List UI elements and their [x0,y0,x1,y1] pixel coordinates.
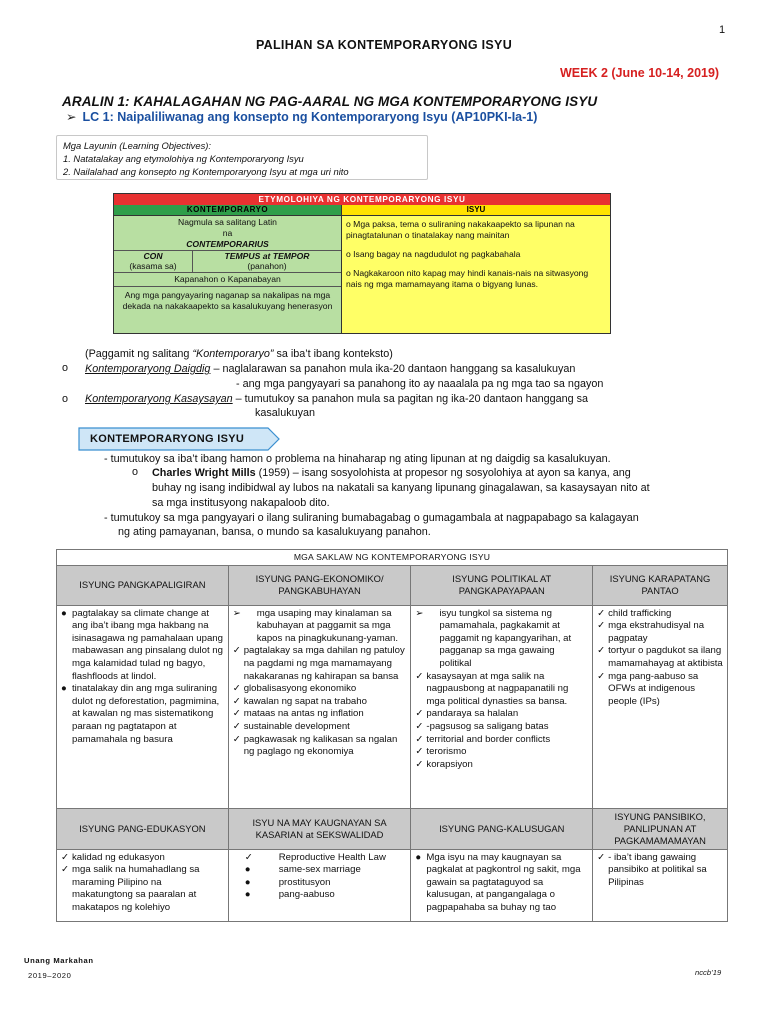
tempus-cell [192,251,341,272]
list-item-text: pagtalakay sa mga dahilan ng patuloy na pagdami ng mga mamamayang nakakaranas ng kahirapan sa bansa [243,645,405,682]
list-item-text: terorismo [426,746,467,758]
kontemporaryong-daigdig [85,362,575,376]
bullet-icon: ● [244,864,251,876]
list-item [415,852,588,915]
tempus-word: TEMPUS at TEMPOR [224,251,310,261]
check-icon: ✓ [597,620,606,632]
week-label: WEEK 2 (June 10-14, 2019) [560,66,720,80]
pang-ekonomiko-cell [228,605,411,808]
learning-competency [66,109,537,124]
objective-item: 1. Natatalakay ang etymolohiya ng Kontemporaryong Isyu [63,153,304,164]
daigdig-text: – naglalarawan sa panahon mula ika-20 dantaon hanggang sa kasalukuyan [210,363,576,375]
etymology-left-header: KONTEMPORARYO [114,205,341,215]
list-item [597,852,723,890]
isyu-definition: o Nagkakaroon nito kapag may hindi kanais-nais na sitwasyong nais ng mga mamamayang itama o bigyang lunas. [346,268,589,289]
learning-competency-text: LC 1: Naipaliliwanag ang konsepto ng Kontemporaryong Isyu (AP10PKI-Ia-1) [82,110,538,124]
list-item [415,746,588,759]
check-icon: ✓ [61,864,70,876]
list-item [245,852,407,865]
check-icon: ✓ [415,670,424,682]
list-item [233,734,407,759]
check-icon: ✓ [232,695,241,707]
check-icon: ✓ [597,670,606,682]
bullet-icon: o [132,466,139,478]
check-icon: ✓ [415,720,424,732]
list-item [597,645,723,670]
isyu-definition: o Mga paksa, tema o suliraning nakakaapekto sa lipunan na pinagtatalunan o tinatalakay nang mainitan [346,219,575,240]
scope-table [56,549,728,922]
check-icon: ✓ [232,645,241,657]
etymology-table [113,193,611,334]
check-icon: ✓ [597,851,606,863]
header-politikal: ISYUNG POLITIKAL AT PANGKAPAYAPAAN [411,565,593,605]
list-item-text: kasaysayan at mga salik na nagpausbong at nagpapanatili ng mga political dynasties sa bansa. [426,670,569,707]
list-item [597,620,723,645]
daigdig-text-2: - ang mga pangyayari sa panahong ito ay naaalala pa ng mga tao sa ngayon [236,378,604,390]
isyu-definition: o Isang bagay na nagdudulot ng pagkabahala [346,249,521,259]
header-pang-edukasyon: ISYUNG PANG-EDUKASYON [57,808,229,849]
header-karapatang-pantao: ISYUNG KARAPATANG PANTAO [593,565,728,605]
list-item-text: pandaraya sa halalan [426,708,519,720]
list-item [245,864,407,877]
list-item [597,671,723,709]
kontemporaryong-kasaysayan [85,392,588,406]
list-item [61,683,224,746]
list-item-text: Reproductive Health Law [278,851,386,863]
con-word: CON [143,251,163,261]
bullet-icon: ● [244,889,251,901]
bullet-icon: ● [244,876,251,888]
list-item-text: mataas na antas ng inflation [243,708,364,720]
header-kasarian: ISYU NA MAY KAUGNAYAN SA KASARIAN at SEKSWALIDAD [228,808,411,849]
etymology-right-header: ISYU [341,205,610,215]
mills-text-2: buhay ng isang indibidwal ay lubos na nakatali sa kanyang lipunang ginagalawan, sa kasaysayan nito at [152,482,650,494]
kasaysayan-text: – tumutukoy sa panahon mula sa pagitan ng ika-20 dantaon hanggang sa [232,393,589,405]
list-item-text: pagtalakay sa climate change at ang iba’t ibang mga hakbang na isinasagawa ng pamahalaan upang mabawasan ang pinsalang dulot ng mga kalamidad tulad ng bagyo, flashfloods at lindol. [72,607,223,682]
list-item-text: territorial and border conflicts [426,733,551,745]
check-icon: ✓ [415,758,424,770]
bullet-icon: o [62,393,69,405]
check-icon: ✓ [61,851,70,863]
isyu-definition-2b: ng ating pamayanan, bansa, o mundo sa kasalukuyang panahon. [118,526,431,538]
list-item [61,608,224,684]
list-item [415,734,588,747]
list-item-text: - iba’t ibang gawaing pansibiko at politikal sa Pilipinas [608,851,707,888]
list-item-text: pagkawasak ng kalikasan sa ngalan ng paglago ng ekonomiya [243,733,398,758]
kontemporaryong-isyu-heading: KONTEMPORARYONG ISYU [90,433,245,445]
arrow-bullet-icon: ➢ [415,607,424,619]
objectives-title: Mga Layunin (Learning Objectives): [63,140,211,151]
list-item-text: sustainable development [243,720,350,732]
list-item-text: tinatalakay din ang mga suliraning dulot ng deforestation, pagmimina, at kawalan ng mas sistematikong paraan ng pagtatapon at pamamahala ng basura [72,683,220,745]
etymology-right-panel [341,215,610,333]
etymology-title: ETYMOLOHIYA NG KONTEMPORARYONG ISYU [114,194,610,205]
bullet-icon: ● [415,851,422,863]
list-item [233,608,407,646]
pang-kalusugan-cell [411,849,593,921]
list-item-text: globalisasyong ekonomiko [243,683,357,695]
list-item [245,877,407,890]
list-item-text: prostitusyon [278,876,331,888]
kasaysayan-text-2: kasalukuyan [255,407,316,419]
list-item-text: pang-aabuso [278,889,335,901]
karapatang-pantao-cell [593,605,728,808]
header-pang-ekonomiko: ISYUNG PANG-EKONOMIKO/ PANGKABUHAYAN [228,565,411,605]
list-item [415,708,588,721]
bullet-icon: ● [61,683,67,695]
tempus-meaning: (panahon) [247,261,287,271]
list-item [415,759,588,772]
check-icon: ✓ [232,708,241,720]
list-item [415,671,588,709]
objective-item: 2. Nailalahad ang konsepto ng Kontemporaryong Isyu at mga uri nito [63,166,349,177]
document-title: PALIHAN SA KONTEMPORARYONG ISYU [255,38,513,52]
list-item-text: mga usaping may kinalaman sa kabuhayan at paggamit sa mga kapos na pinagkukunang-yaman. [256,607,399,644]
list-item [61,852,224,865]
header-pangkapaligiran: ISYUNG PANGKAPALIGIRAN [57,565,229,605]
kasaysayan-label: Kontemporaryong Kasaysayan [85,393,233,405]
list-item-text: same-sex marriage [278,864,361,876]
list-item-text: kawalan ng sapat na trabaho [243,695,367,707]
lesson-title: ARALIN 1: KAHALAGAHAN NG PAG-AARAL NG MGA KONTEMPORARYONG ISYU [62,94,598,109]
con-tempus-row [114,250,341,272]
arrow-bullet-icon: ➢ [66,110,77,124]
usage-intro-em: “Kontemporaryo” [192,348,274,360]
bullet-icon: ● [61,607,67,619]
list-item-text: child trafficking [608,607,672,619]
footer-school-year: 2019–2020 [28,971,72,980]
list-item-text: mga ekstrahudisyal na pagpatay [608,620,705,644]
bullet-icon: o [62,362,69,374]
footer-signature: nccb’19 [695,968,722,977]
latin-na-text: na [222,228,233,238]
list-item [597,608,723,621]
list-item-text: tortyur o pagdukot sa ilang mamamahayag at aktibista [608,645,723,669]
check-icon: ✓ [232,683,241,695]
check-icon: ✓ [232,733,241,745]
isyu-definition-1: - tumutukoy sa iba’t ibang hamon o problema na hinaharap ng ating lipunan at ng daigdig sa kasalukuyan. [104,453,611,465]
con-cell [114,251,192,272]
pangkapaligiran-cell [57,605,229,808]
list-item [233,708,407,721]
list-item-text: isyu tungkol sa sistema ng pamamahala, pagkakamit at paggamit ng kapangyarihan, at pagganap sa mga gawaing politikal [439,607,572,669]
check-icon: ✓ [597,645,606,657]
list-item [233,721,407,734]
isyu-definition-2: - tumutukoy sa mga pangyayari o ilang suliraning bumabagabag o gumagambala at nagpapabago sa kalagayan [104,512,639,524]
list-item-text: mga salik na humahadlang sa maraming Pilipino na makatungtong sa paaralan at makatapos ng kolehiyo [72,864,200,913]
pang-edukasyon-cell [57,849,229,921]
list-item [415,721,588,734]
list-item-text: korapsiyon [426,758,473,770]
list-item [233,683,407,696]
latin-origin-text: Nagmula sa salitang Latin [178,217,277,227]
kontemporaryo-description: Ang mga pangyayaring naganap sa nakalipas na mga dekada na nakakaapekto sa kasalukuyang henerasyon [114,286,341,333]
header-pang-kalusugan: ISYUNG PANG-KALUSUGAN [411,808,593,849]
list-item [245,889,407,902]
usage-intro-post: sa iba’t ibang konteksto) [273,348,393,360]
check-icon: ✓ [415,746,424,758]
check-icon: ✓ [597,607,606,619]
mills-paragraph [152,466,631,480]
usage-intro-pre: (Paggamit ng salitang [85,348,193,360]
usage-intro [85,347,393,361]
scope-caption: MGA SAKLAW NG KONTEMPORARYONG ISYU [57,550,728,566]
check-icon: ✓ [244,851,253,863]
list-item [61,864,224,914]
etymology-left-panel [114,215,341,333]
list-item-text: Mga isyu na may kaugnayan sa pagkalat at pagkontrol ng sakit, mga gawain sa pagtataguyod sa kalusugan, at pangangalaga o pagpapahaba sa buhay ng tao [426,851,581,913]
con-meaning: (kasama sa) [129,261,177,271]
mills-name: Charles Wright Mills [152,467,256,479]
contemporarius-word: CONTEMPORARIUS [186,239,269,249]
header-pansibiko: ISYUNG PANSIBIKO, PANLIPUNAN AT PAGKAMAMAMAYAN [593,808,728,849]
list-item-text: -pagsusog sa saligang batas [426,720,549,732]
list-item [233,645,407,683]
daigdig-label: Kontemporaryong Daigdig [85,363,211,375]
check-icon: ✓ [415,733,424,745]
list-item [415,608,588,671]
mills-text-3: sa mga institusyong nakapaloob dito. [152,497,330,509]
kasarian-cell [228,849,411,921]
kapanahon-text: Kapanahon o Kapanabayan [114,272,341,286]
list-item-text: kalidad ng edukasyon [72,851,165,863]
politikal-cell [411,605,593,808]
pansibiko-cell [593,849,728,921]
page-number: 1 [719,24,726,36]
objectives-box [56,135,428,180]
footer-quarter: Unang Markahan [24,956,94,965]
check-icon: ✓ [232,720,241,732]
arrow-bullet-icon: ➢ [232,607,241,619]
check-icon: ✓ [415,708,424,720]
list-item [233,696,407,709]
mills-text: (1959) – isang sosyolohista at propesor ng sosyolohiya at ayon sa kanya, ang [255,467,631,479]
list-item-text: mga pang-aabuso sa OFWs at indigenous people (IPs) [608,670,699,707]
